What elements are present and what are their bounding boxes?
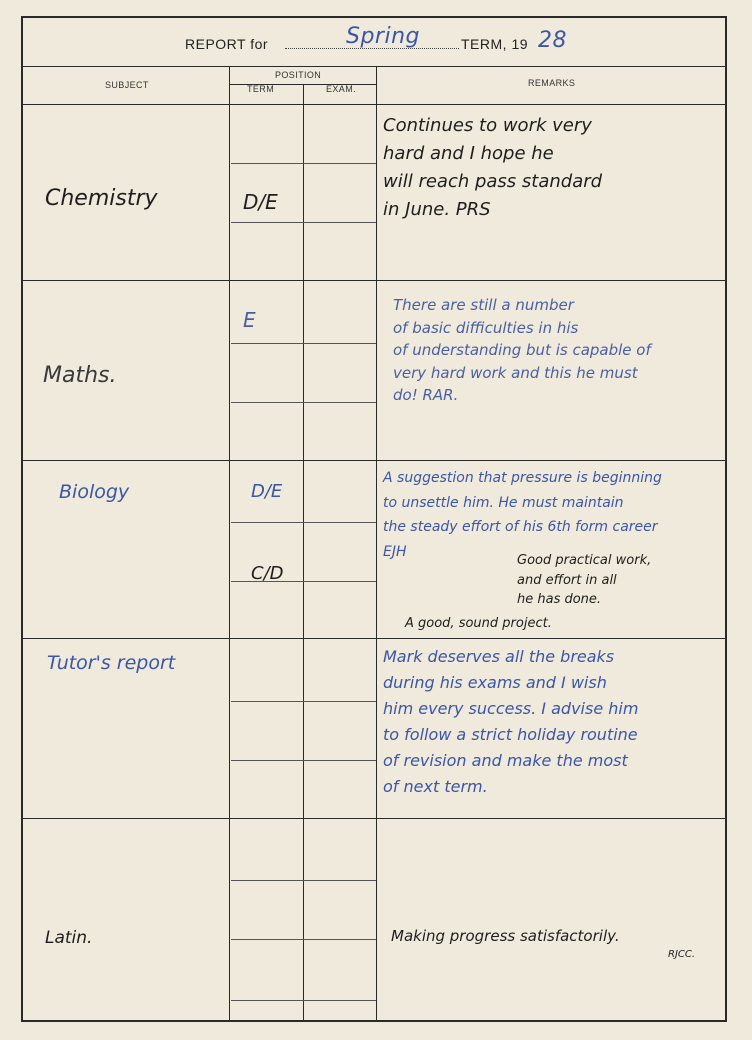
position-column-header: POSITION — [275, 70, 322, 80]
report-title-label: REPORT for — [185, 36, 269, 52]
remarks-column-header: REMARKS — [528, 78, 576, 88]
column-header-row — [23, 66, 725, 105]
column-divider — [303, 85, 304, 1022]
remarks-tutors-report: Mark deserves all the breaks during his exams and I wish him every success. I advise him to follow a strict holiday routine of revision and make the most of next term. — [383, 647, 639, 796]
term-value: Spring — [346, 24, 420, 49]
position-subline — [231, 939, 376, 940]
term-position-biology-2: C/D — [251, 563, 284, 584]
position-subline — [231, 522, 376, 523]
row-divider — [23, 818, 725, 819]
row-divider — [23, 280, 725, 281]
column-divider — [229, 66, 230, 1022]
report-form — [21, 16, 727, 1022]
subject-latin: Latin. — [45, 928, 93, 948]
remarks-biology-project: A good, sound project. — [405, 616, 552, 631]
year-value: 28 — [538, 28, 567, 53]
position-subline — [231, 701, 376, 702]
position-subline — [231, 222, 376, 223]
subject-biology: Biology — [59, 481, 130, 503]
position-subline — [231, 402, 376, 403]
column-divider — [376, 66, 377, 1022]
row-divider — [23, 638, 725, 639]
signature-latin: RJCC. — [668, 949, 696, 960]
remarks-biology: A suggestion that pressure is beginning to unsettle him. He must maintain the steady effort of his 6th form career EJH — [383, 470, 662, 560]
subject-maths: Maths. — [43, 363, 117, 388]
exam-column-header: EXAM. — [326, 84, 357, 94]
remarks-biology-practical: Good practical work, and effort in all he has done. — [517, 553, 652, 607]
term-position-chemistry: D/E — [243, 190, 278, 214]
remarks-maths: There are still a number of basic difficulties in his of understanding but is capable of very hard work and this he must do! RAR. — [393, 296, 651, 404]
subject-column-header: SUBJECT — [105, 80, 149, 90]
position-subline — [231, 343, 376, 344]
position-subline — [231, 1000, 376, 1001]
term-column-header: TERM — [247, 84, 275, 94]
term-position-biology: D/E — [251, 481, 283, 502]
row-divider — [23, 460, 725, 461]
term-position-maths: E — [243, 308, 256, 332]
position-subline — [231, 163, 376, 164]
term-year-label: TERM, 19 — [461, 36, 529, 52]
position-subline — [231, 880, 376, 881]
report-header — [23, 18, 725, 67]
position-subline — [231, 760, 376, 761]
remarks-chemistry: Continues to work very hard and I hope he will reach pass standard in June. PRS — [383, 115, 603, 220]
subject-chemistry: Chemistry — [45, 186, 158, 211]
subject-tutors-report: Tutor's report — [47, 652, 176, 674]
remarks-latin: Making progress satisfactorily. — [391, 927, 620, 945]
